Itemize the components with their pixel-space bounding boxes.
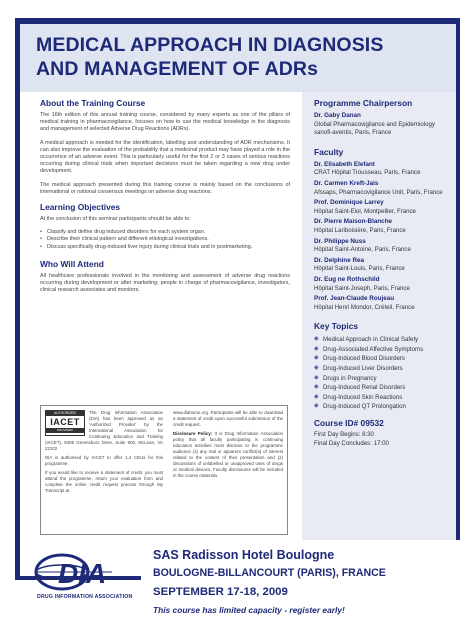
topic-label: Drug-Associated Affective Symptoms: [323, 345, 424, 353]
faculty-name: Prof. Jean-Claude Roujeau: [314, 295, 395, 303]
about-heading: About the Training Course: [40, 98, 146, 108]
disclosure-policy: [173, 431, 283, 479]
accreditation-text-2: DIA is authorised by IACET to offer 1.4 CEUs for this programme.: [45, 455, 163, 466]
topic-item: [314, 335, 450, 345]
dia-logo-subtitle: DRUG INFORMATION ASSOCIATION: [37, 594, 133, 600]
about-paragraph-3: The medical approach presented during this training course is mainly based on the conclusions of international or national consensus meetings on adverse drug reactions.: [40, 181, 290, 195]
topic-item: [314, 402, 450, 412]
faculty-member: [314, 295, 450, 312]
iacet-logo-text: IACET: [50, 417, 80, 427]
objectives-heading: Learning Objectives: [40, 202, 121, 213]
objective-item: • Describe their clinical pattern and different etiological investigations.: [40, 236, 290, 243]
topic-label: Drugs in Pregnancy: [323, 374, 377, 382]
faculty-name: Dr. Philippe Nuss: [314, 237, 366, 245]
topic-label: Drug-Induced Renal Disorders: [323, 384, 406, 392]
page-title-line-2: AND MANAGEMENT OF ADRs: [36, 58, 319, 80]
accreditation-text-1: The Drug Information Association (DIA) has been approved as an 'Authorized Provider' by the International Association for Continuing Education and Training (IACET), 8405 Greensboro Drive, Suite 800, McLean, VA 22102: [45, 410, 163, 451]
about-paragraph-1: The 16th edition of this annual training course, considered by many experts as one of the pillars of medical training in pharmacovigilance, focuses on how to use the medical knowledge in the diagnosis and management of selected Adverse Drug Reactions (ADRs).: [40, 112, 290, 133]
iacet-logo: [45, 410, 85, 436]
topic-item: [314, 374, 450, 384]
about-paragraph-2: A medical approach is needed for the identification, labelling and understanding of ADR mechanisms. It can also improve the evaluation of the probability that a medicinal product may have played a role in the occurrence of an adverse event. This is particularly useful for the first 2 or 3 cases of serious reactions occurring during clinical trials when important decisions must be taken regarding a new drug under development.: [40, 139, 290, 175]
page-title-line-1: MEDICAL APPROACH IN DIAGNOSIS: [36, 34, 384, 56]
faculty-affiliation: Hôpital Saint-Eloi, Montpellier, France: [314, 207, 416, 215]
dia-logo-text: DIA: [58, 558, 107, 589]
attend-text: All healthcare professionals involved in the monitoring and assessment of adverse drug reactions occurring during development or after marketing; people in charge of pharmacovigilance, investigators, clinical research associates and monitors.: [40, 272, 290, 294]
first-day-time: First Day Begins: 8:30: [314, 431, 374, 439]
faculty-member: [314, 257, 450, 274]
faculty-list: [314, 161, 450, 313]
faculty-name: Dr. Carmen Kreft-Jais: [314, 179, 379, 187]
accreditation-text-3: If you would like to receive a statement of credit, you must attend the programme, return your evaluation form and complete the online credit request process through My Transcript at: [45, 470, 163, 493]
chairperson-affiliation-2: sanofi-aventis, Paris, France: [314, 129, 392, 137]
faculty-affiliation: Hôpital Saint-Antoine, Paris, France: [314, 246, 411, 254]
topics-list: [314, 335, 450, 412]
topic-label: Drug-Induced Blood Disorders: [323, 355, 405, 363]
faculty-member: [314, 218, 450, 235]
faculty-name: Prof. Dominique Larrey: [314, 199, 384, 207]
diamond-bullet-icon: ◆: [314, 355, 319, 362]
topic-item: [314, 354, 450, 364]
event-dates: SEPTEMBER 17-18, 2009: [153, 586, 288, 598]
chairperson-name: Dr. Gaby Danan: [314, 112, 361, 119]
topic-item: [314, 383, 450, 393]
main-content: [20, 92, 456, 576]
faculty-affiliation: Hôpital Saint-Louis, Paris, France: [314, 265, 405, 273]
objectives-list: [40, 229, 290, 251]
faculty-name: Dr. Eug ne Rothschild: [314, 275, 380, 283]
chairperson-heading: Programme Chairperson: [314, 98, 413, 108]
faculty-affiliation: CRAT Hôpital Trousseau, Paris, France: [314, 169, 421, 177]
accreditation-right: [169, 406, 287, 534]
faculty-member: [314, 161, 450, 178]
dia-logo: [32, 550, 114, 592]
diamond-bullet-icon: ◆: [314, 374, 319, 381]
diamond-bullet-icon: ◆: [314, 393, 319, 400]
disclosure-text: It is Drug Information Association policy that all faculty participating in continuing education activities must disclose to the programme audience (1) any real or apparent conflict(s) of interest related to the content of their presentation and (2) discussions of unlabelled or unapproved uses of drugs or medical devices. Faculty disclosures will be included in the course materials.: [173, 431, 283, 478]
sidebar: [302, 92, 456, 576]
diamond-bullet-icon: ◆: [314, 336, 319, 343]
accreditation-text-4: www.diahome.org. Participants will be able to download a statement of credit upon successful submission of the credit request.: [173, 410, 283, 427]
faculty-member: [314, 199, 450, 216]
chairperson-affiliation-1: Global Pharmacovigilance and Epidemiology: [314, 120, 435, 128]
diamond-bullet-icon: ◆: [314, 403, 319, 410]
title-banner: [20, 24, 456, 92]
faculty-member: [314, 180, 450, 197]
faculty-affiliation: Afssaps, Pharmacovigilance Unit, Paris, France: [314, 188, 443, 196]
topics-heading: Key Topics: [314, 321, 359, 332]
faculty-name: Dr. Elisabeth Elefant: [314, 160, 375, 168]
faculty-name: Dr. Delphine Rea: [314, 256, 365, 264]
topic-label: Medical Approach in Clinical Safety: [323, 336, 419, 344]
accreditation-left: [41, 406, 167, 534]
faculty-affiliation: Hôpital Saint-Joseph, Paris, France: [314, 284, 410, 292]
topic-label: Drug-Induced Liver Disorders: [323, 365, 403, 373]
faculty-member: [314, 238, 450, 255]
course-id: Course ID# 09532: [314, 418, 384, 429]
faculty-member: [314, 276, 450, 293]
topic-item: [314, 364, 450, 374]
accreditation-box: [40, 405, 288, 535]
topic-label: Drug-Induced QT Prolongation: [323, 403, 406, 411]
final-day-time: Final Day Concludes: 17:00: [314, 439, 389, 447]
objectives-intro: At the conclusion of this seminar participants should be able to:: [40, 216, 191, 223]
iacet-logo-bottom: PROVIDER: [46, 428, 84, 433]
objective-item: • Classify and define drug induced disorders for each system organ.: [40, 229, 290, 236]
attend-heading: Who Will Attend: [40, 258, 104, 269]
faculty-affiliation: Hôpital Henri Mondor, Créteil, France: [314, 303, 415, 311]
chairperson: [314, 112, 450, 138]
iacet-logo-top: AUTHORIZED: [46, 411, 84, 416]
topic-label: Drug-Induced Skin Reactions: [323, 393, 403, 401]
topic-item: [314, 393, 450, 403]
capacity-note: This course has limited capacity - register early!: [153, 605, 345, 615]
faculty-affiliation: Hôpital Lariboisière, Paris, France: [314, 226, 406, 234]
diamond-bullet-icon: ◆: [314, 345, 319, 352]
objective-item: • Discuss specifically drug-induced liver injury during clinical trials and in postmarketing.: [40, 244, 290, 251]
faculty-heading: Faculty: [314, 146, 344, 157]
faculty-name: Dr. Pierre Maison-Blanche: [314, 218, 393, 226]
topic-item: [314, 345, 450, 355]
disclosure-label: Disclosure Policy:: [173, 431, 213, 436]
venue-city: BOULOGNE-BILLANCOURT (PARIS), FRANCE: [153, 567, 386, 579]
diamond-bullet-icon: ◆: [314, 365, 319, 372]
venue-name: SAS Radisson Hotel Boulogne: [153, 548, 335, 562]
diamond-bullet-icon: ◆: [314, 384, 319, 391]
